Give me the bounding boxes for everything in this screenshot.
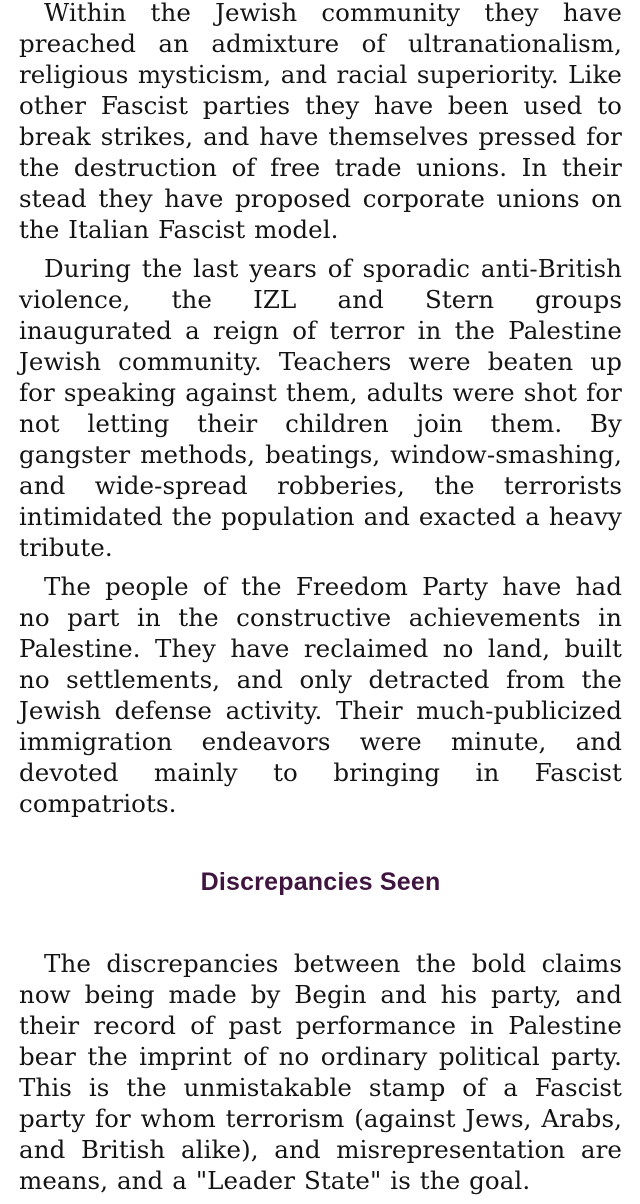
section-heading: Discrepancies Seen (200, 868, 441, 896)
reader-text-column (19, 0, 622, 1204)
paragraph-fascist-ideology: Within the Jewish community they have preached an admixture of ultranationalism, religious mysticism, and racial superiority. Like other Fascist parties they have been used to break strikes, and have themselves pressed for the destruction of free trade unions. In their stead they have proposed corporate unions on the Italian Fascist model. (19, 0, 622, 244)
paragraph-reign-of-terror: During the last years of sporadic anti-British violence, the IZL and Stern groups inaugurated a reign of terror in the Palestine Jewish community. Teachers were beaten up for speaking against them, adults were shot for not letting their children join them. By gangster methods, beatings, window-smashing, and wide-spread robberies, the terrorists intimidated the population and exacted a heavy tribute. (19, 254, 622, 562)
paragraph-discrepancies: The discrepancies between the bold claims now being made by Begin and his party, and their record of past performance in Palestine bear the imprint of no ordinary political party. This is the unmistakable stamp of a Fascist party for whom terrorism (against Jews, Arabs, and British alike), and misrepresentation are means, and a "Leader State" is the goal. (19, 949, 622, 1195)
paragraph-freedom-party-achievements: The people of the Freedom Party have had no part in the constructive achievements in Palestine. They have reclaimed no land, built no settlements, and only detracted from the Jewish defense activity. Their much-publicized immigration endeavors were minute, and devoted mainly to bringing in Fascist compatriots. (19, 572, 622, 818)
